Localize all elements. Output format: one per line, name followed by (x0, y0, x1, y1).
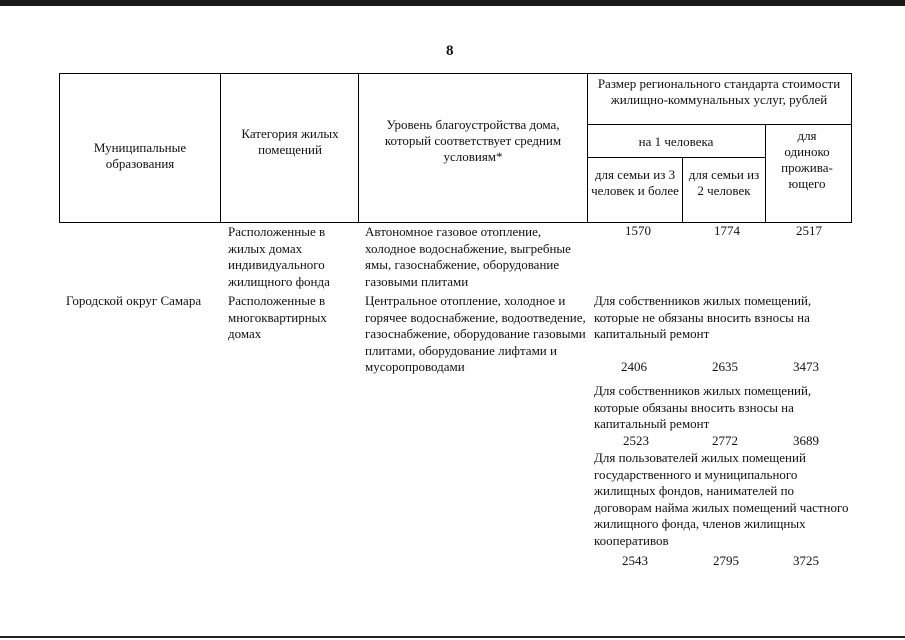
value-c-single: 3725 (793, 553, 819, 568)
header-category: Категория жилых помещений (241, 126, 339, 157)
category-individual: Расположенные в жилых домах индивидуального жилищного фонда (228, 224, 330, 289)
value-a-family-2: 2635 (712, 359, 738, 374)
note-tenants: Для пользователей жилых помещений государственного и муниципального жилищных фондов, нанимателей по договорам найма жилых помещений частного жилищного фонда, членов жилищных кооперативов (594, 450, 849, 548)
value-c-family-3: 2543 (622, 553, 648, 568)
page-number: 8 (446, 43, 454, 59)
note-owners-obliged: Для собственников жилых помещений, которые обязаны вносить взносы на капитальный ремонт (594, 383, 812, 431)
note-owners-not-obliged: Для собственников жилых помещений, которые не обязаны вносить взносы на капитальный ремонт (594, 293, 812, 341)
value-individual-family-2: 1774 (714, 223, 740, 238)
header-family-2: для семьи из 2 человек (688, 167, 760, 198)
category-apartment: Расположенные в многоквартирных домах (228, 293, 327, 341)
level-individual: Автономное газовое отопление, холодное водоснабжение, выгребные ямы, газоснабжение, оборудование газовыми плитами (365, 224, 571, 289)
value-b-single: 3689 (793, 433, 819, 448)
value-individual-family-3: 1570 (625, 223, 651, 238)
municipality-name: Городской округ Самара (66, 293, 202, 308)
header-standard-group: Размер регионального стандарта стоимости жилищно-коммунальных услуг, рублей (597, 76, 841, 107)
value-individual-single: 2517 (796, 223, 822, 238)
bottom-border-line (0, 636, 905, 638)
level-apartment: Центральное отопление, холодное и горячее водоснабжение, водоотведение, газоснабжение, оборудование газовыми плитами, оборудование лифтами и мусоропроводами (365, 293, 586, 374)
value-a-family-3: 2406 (621, 359, 647, 374)
value-a-single: 3473 (793, 359, 819, 374)
header-municipality: Муниципальные образования (93, 140, 187, 171)
value-c-family-2: 2795 (713, 553, 739, 568)
header-family-3: для семьи из 3 человек и более (591, 167, 679, 198)
value-b-family-2: 2772 (712, 433, 738, 448)
value-b-family-3: 2523 (623, 433, 649, 448)
header-single-resident: для одиноко прожива-ющего (781, 128, 833, 191)
top-border-bar (0, 0, 905, 6)
header-level: Уровень благоустройства дома, который соответствует средним условиям* (384, 117, 562, 164)
header-per-person: на 1 человека (638, 134, 714, 149)
